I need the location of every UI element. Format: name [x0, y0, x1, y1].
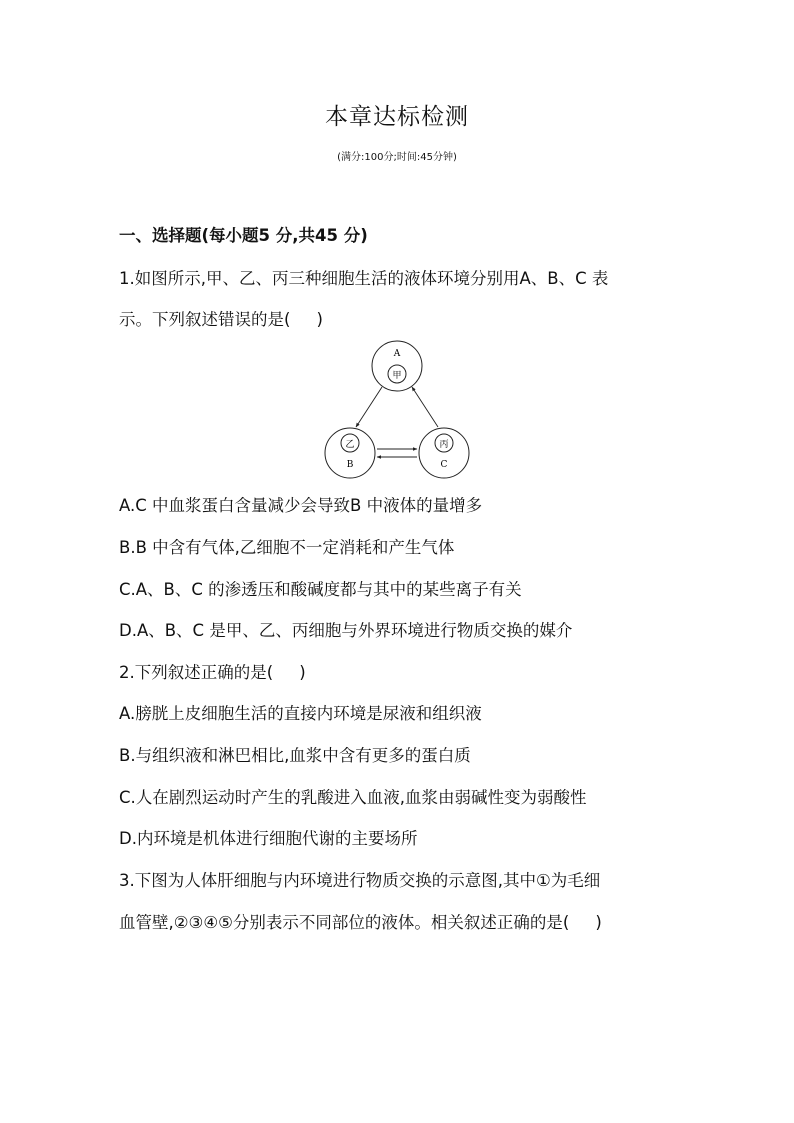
circle-b	[325, 428, 375, 478]
q2-option-d: D.内环境是机体进行细胞代谢的主要场所	[119, 829, 418, 848]
circle-c	[419, 428, 469, 478]
q3-close-paren: )	[595, 913, 602, 932]
arrow-a-to-b	[356, 387, 382, 427]
q2-close-paren: )	[299, 663, 306, 682]
q1-diagram	[320, 337, 475, 480]
page-subtitle: (满分:100分;时间:45分钟)	[337, 152, 457, 163]
cell-jia-label: 甲	[392, 371, 402, 381]
q1-stem-line1: 1.如图所示,甲、乙、丙三种细胞生活的液体环境分别用A、B、C 表	[119, 269, 609, 288]
q3-stem-line2	[119, 909, 602, 933]
q2-option-a: A.膀胱上皮细胞生活的直接内环境是尿液和组织液	[119, 704, 482, 723]
arrow-c-to-a	[412, 387, 438, 427]
section-heading: 一、选择题(每小题5 分,共45 分)	[119, 226, 368, 245]
label-a: A	[393, 349, 401, 359]
q1-option-a: A.C 中血浆蛋白含量减少会导致B 中液体的量增多	[119, 496, 483, 515]
q3-stem-text: 血管壁,②③④⑤分别表示不同部位的液体。相关叙述正确的是(	[119, 913, 570, 932]
cell-bing-label: 丙	[439, 440, 449, 450]
q1-stem-text: 示。下列叙述错误的是(	[119, 310, 291, 329]
q3-stem-line1: 3.下图为人体肝细胞与内环境进行物质交换的示意图,其中①为毛细	[119, 871, 601, 890]
q1-option-d: D.A、B、C 是甲、乙、丙细胞与外界环境进行物质交换的媒介	[119, 621, 573, 640]
q1-option-c: C.A、B、C 的渗透压和酸碱度都与其中的某些离子有关	[119, 580, 522, 599]
cell-yi-label: 乙	[345, 440, 355, 450]
q2-stem	[119, 659, 306, 683]
q1-close-paren: )	[316, 310, 323, 329]
q2-option-b: B.与组织液和淋巴相比,血浆中含有更多的蛋白质	[119, 746, 471, 765]
page-title: 本章达标检测	[325, 104, 469, 130]
q2-option-c: C.人在剧烈运动时产生的乳酸进入血液,血浆由弱碱性变为弱酸性	[119, 788, 587, 807]
q1-option-b: B.B 中含有气体,乙细胞不一定消耗和产生气体	[119, 538, 455, 557]
label-b: B	[346, 460, 354, 470]
q1-stem-line2	[119, 306, 323, 330]
label-c: C	[440, 460, 448, 470]
q2-stem-text: 2.下列叙述正确的是(	[119, 663, 274, 682]
